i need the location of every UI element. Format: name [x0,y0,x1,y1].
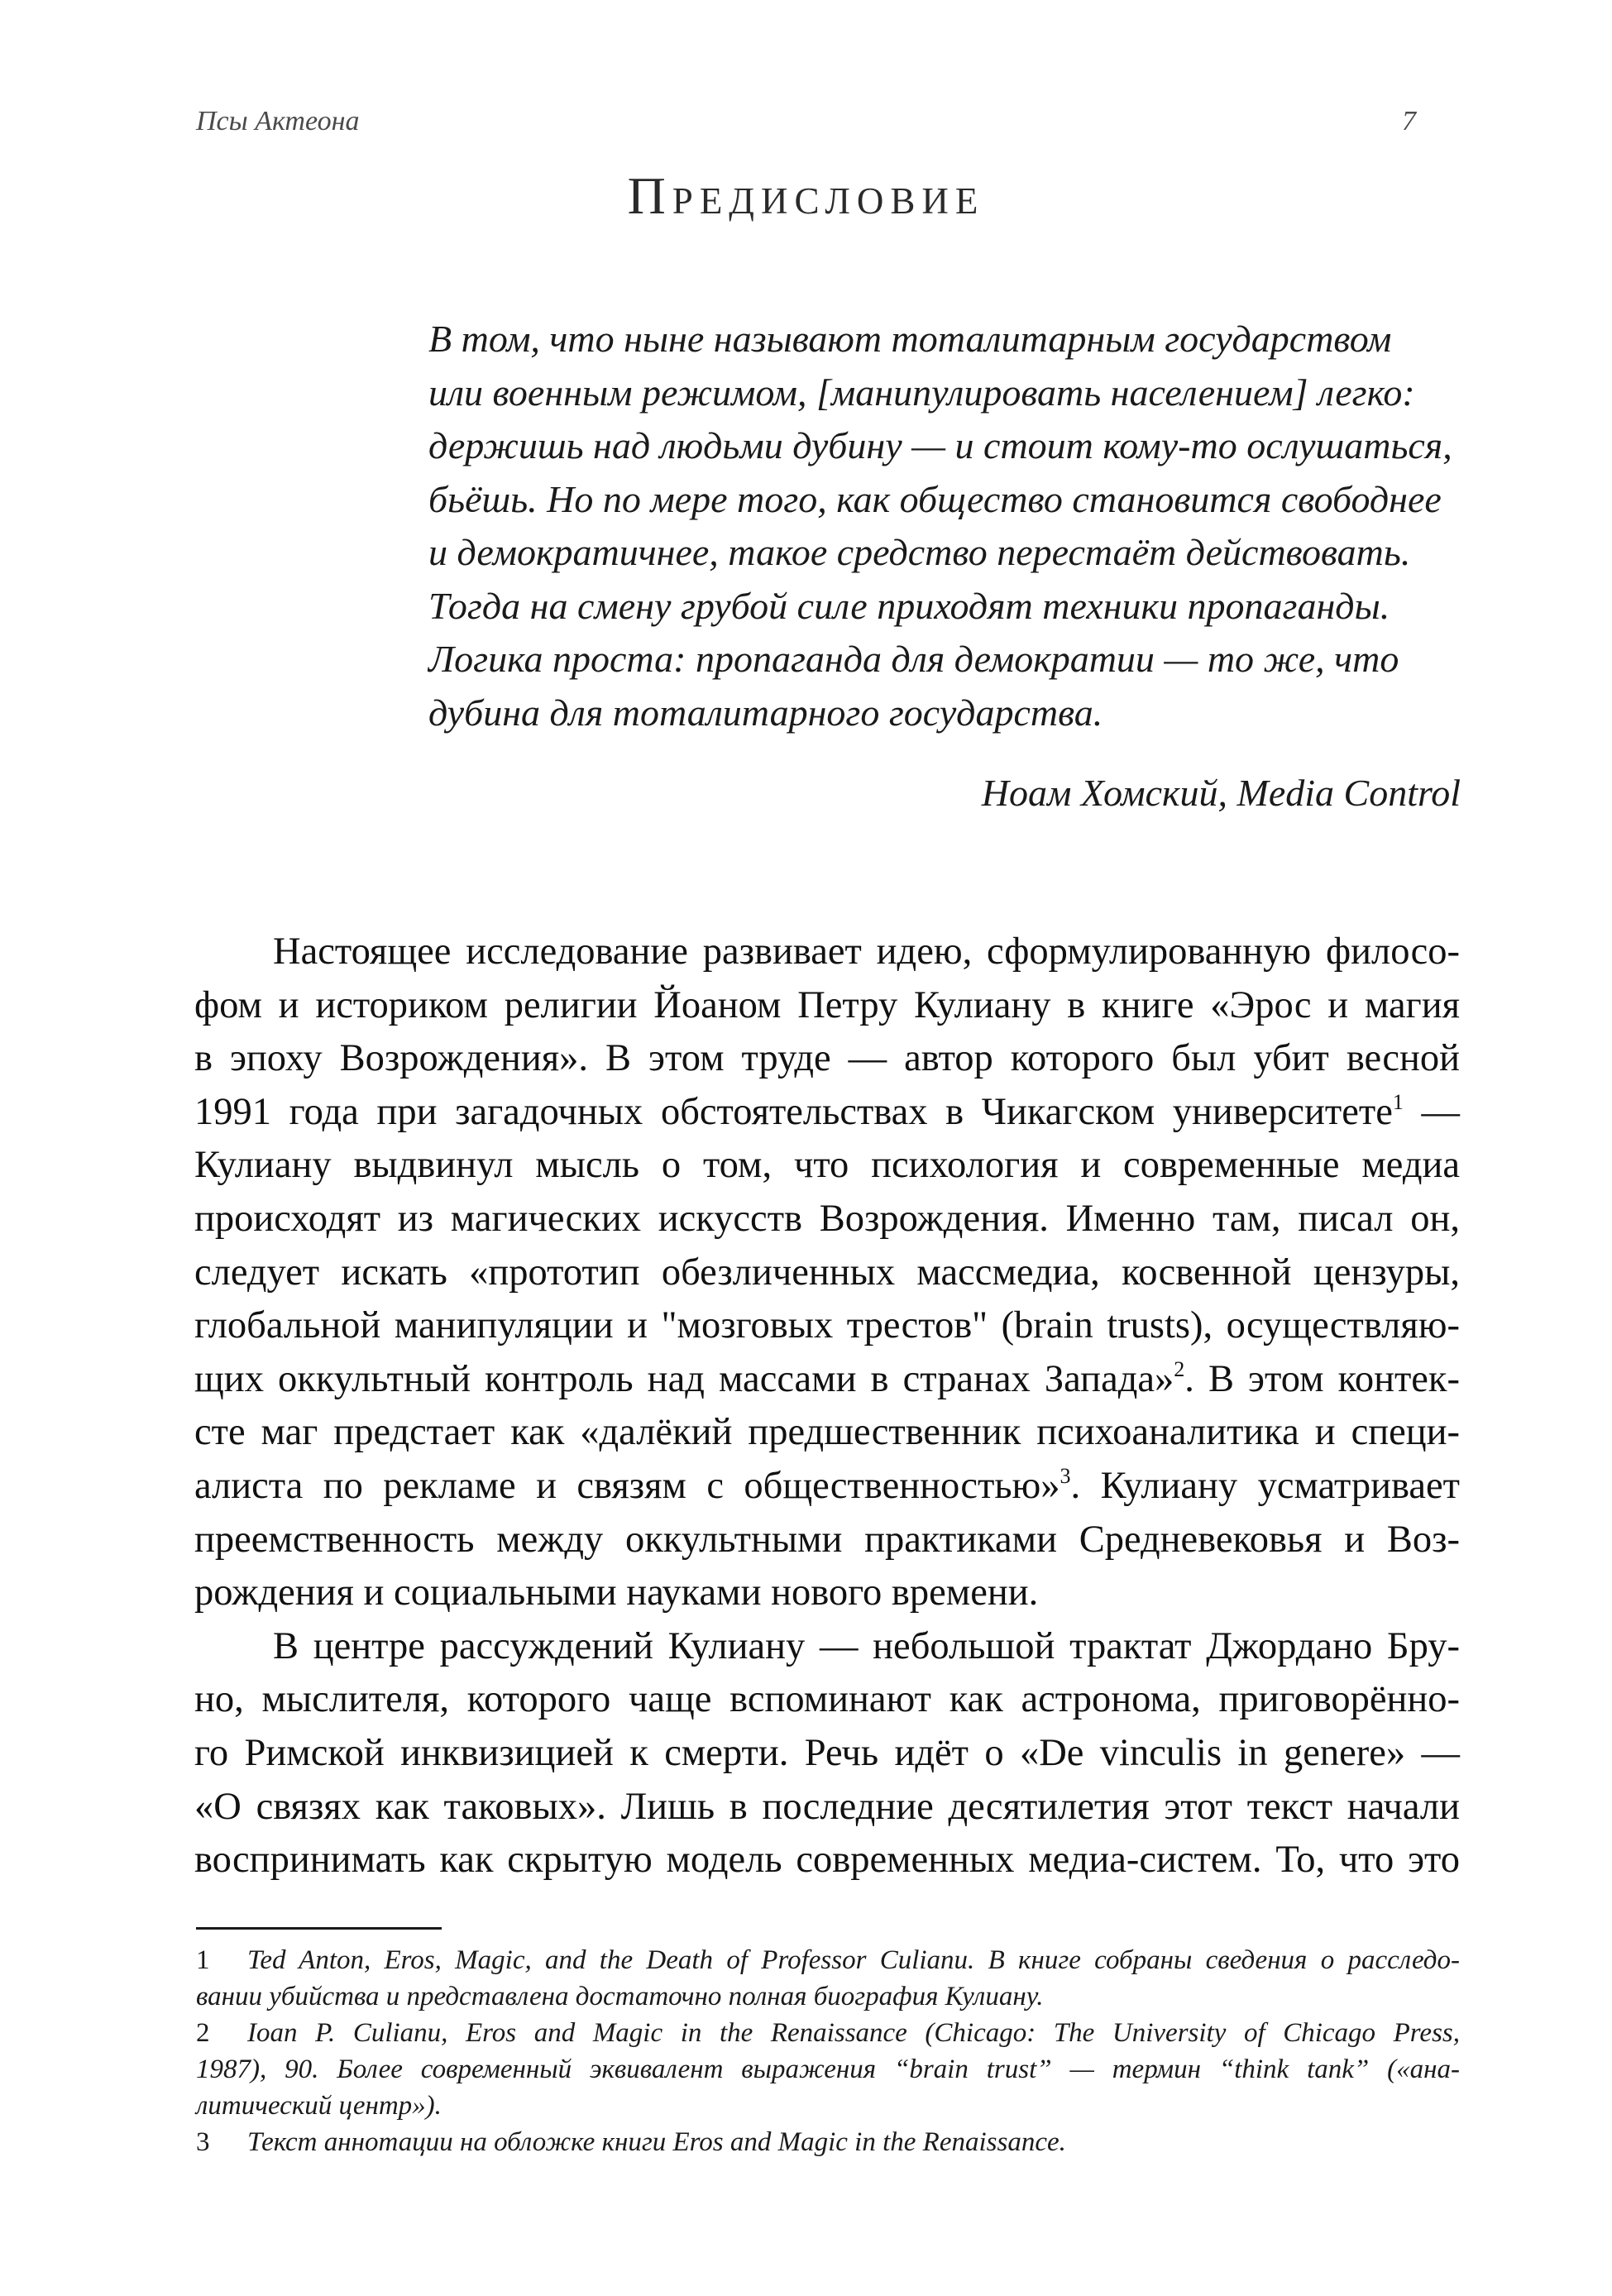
body-line-text: Кулиану выдвинул мысль о том, что психология и современные медиа [194,1144,1460,1187]
footnote-number: 1 [196,1945,210,1975]
body-line-text: го Римской инквизицией к смерти. Речь идёт о «De vinculis in genere» — [194,1731,1460,1774]
body-line [194,1299,1460,1353]
epigraph-line: дубина для тоталитарного государства. [428,691,1103,734]
epigraph-line: Логика проста: пропаганда для демократии — то же, что [428,638,1399,680]
body-line [194,979,1460,1033]
running-head [196,106,1416,147]
page-number: 7 [1402,106,1416,136]
footnote-2-cont [196,2088,1460,2124]
footnote-text: Ioan P. Culianu, Eros and Magic in the Renaissance (Chicago: The University of Chicago Press, [247,2018,1460,2048]
body-line-text: в эпоху Возрождения». В этом труде — автор которого был убит весной [194,1037,1460,1080]
footnote-text: Ted Anton, Eros, Magic, and the Death of Professor Culianu. В книге собраны сведения о расследо- [247,1945,1460,1975]
footnote-text: 1987), 90. Более современный эквивалент выражения “brain trust” — термин “think tank” («ана- [196,2054,1460,2084]
footnote-text: литический центр»). [196,2091,442,2121]
epigraph-line: держишь над людьми дубину — и стоит кому-то ослушаться, [428,424,1452,466]
epigraph-line: Тогда на смену грубой силе приходят техники пропаганды. [428,584,1390,627]
epigraph-line: и демократичнее, такое средство перестаёт действовать. [428,531,1411,573]
body-line-text: . Кулиану усматривает [1070,1464,1460,1507]
body-line-text: рождения и социальными науками нового времени. [194,1571,1039,1614]
body-line [194,1406,1460,1460]
body-line [194,1353,1460,1407]
body-line [194,926,1460,979]
footnote-2 [196,2015,1460,2051]
body-line-text: глобальной манипуляции и "мозговых трестов" (brain trusts), осуществляю- [194,1304,1460,1347]
body-line [194,1673,1460,1727]
body-line-text: Настоящее исследование развивает идею, сформулированную филосо- [273,930,1460,973]
body-line [194,1193,1460,1246]
footnote-ref[interactable]: 2 [1174,1356,1185,1381]
body-line-text: 1991 года при загадочных обстоятельствах в Чикагском университете [194,1090,1393,1133]
epigraph-source: Ноам Хомский, Media Control [981,772,1461,814]
footnote-text: Текст аннотации на обложке книги Eros and Magic in the Renaissance. [247,2127,1066,2157]
body-line [194,1727,1460,1781]
epigraph-line: или военным режимом, [манипулировать населением] легко: [428,371,1415,414]
footnote-text: вании убийства и представлена достаточно полная биография Кулиану. [196,1982,1044,2011]
body-line [194,1086,1460,1140]
body-line-text: но, мыслителя, которого чаще вспоминают как астронома, приговорённо- [194,1678,1460,1721]
epigraph-line: бьёшь. Но по мере того, как общество становится свободнее [428,477,1442,520]
body-line-text: воспринимать как скрытую модель современных медиа-систем. То, что это [194,1839,1460,1882]
body-line [194,1620,1460,1674]
body-line-text: — [1403,1090,1460,1133]
body-line [194,1781,1460,1834]
footnote-divider [196,1927,442,1930]
body-line [194,1834,1460,1887]
body-line-text: В центре рассуждений Кулиану — небольшой трактат Джордано Бру- [273,1624,1460,1667]
epigraph [428,313,1471,739]
footnote-3 [196,2124,1460,2160]
body-text [194,926,1460,1887]
footnotes [196,1942,1460,2160]
footnote-number: 3 [196,2127,210,2157]
body-line [194,1246,1460,1300]
body-line-text: следует искать «прототип обезличенных массмедиа, косвенной цензуры, [194,1251,1460,1294]
body-line [194,1514,1460,1567]
body-line-text: происходят из магических искусств Возрождения. Именно там, писал он, [194,1197,1460,1240]
epigraph-line: В том, что ныне называют тоталитарным государством [428,318,1392,360]
body-line-text: преемственность между оккультными практиками Средневековья и Воз- [194,1518,1460,1561]
body-line-text: фом и историком религии Йоаном Петру Кулиану в книге «Эрос и магия [194,983,1460,1026]
body-line [194,1567,1460,1620]
footnote-ref[interactable]: 1 [1392,1089,1404,1114]
footnote-1 [196,1942,1460,1978]
body-line-text: . В этом контек- [1184,1357,1460,1400]
body-line-text: алиста по рекламе и связям с общественностью» [194,1464,1060,1507]
body-line [194,1032,1460,1086]
body-line-text: «О связях как таковых». Лишь в последние десятилетия этот текст начали [194,1785,1460,1828]
footnote-2-cont [196,2051,1460,2088]
chapter-title: Предисловие [627,166,985,225]
footnote-ref[interactable]: 3 [1060,1463,1071,1488]
footnote-number: 2 [196,2018,210,2048]
body-line [194,1460,1460,1514]
footnote-1-cont [196,1978,1460,2015]
body-line [194,1139,1460,1193]
running-head-title: Псы Актеона [196,106,360,136]
body-line-text: щих оккультный контроль над массами в странах Запада» [194,1357,1174,1400]
body-line-text: сте маг предстает как «далёкий предшественник психоаналитика и специ- [194,1411,1460,1454]
